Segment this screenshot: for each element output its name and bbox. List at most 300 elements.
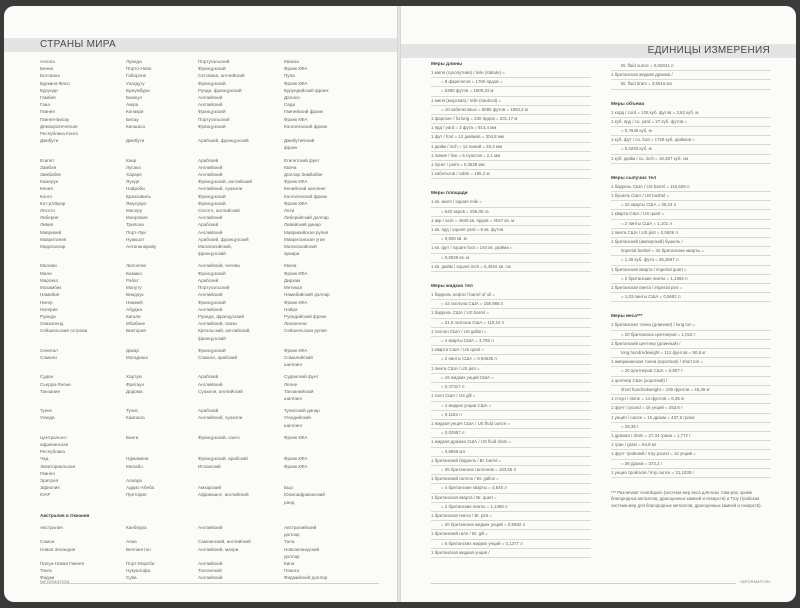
currency-name: Доллар Зимбабве (284, 172, 323, 178)
currency-name: Конголезский франк (284, 123, 328, 129)
capital-name: Порт-Морсби (126, 561, 155, 566)
language-name (198, 130, 284, 137)
units-line: = 5280 футов = 1609,34 м (431, 87, 591, 96)
language-name: Французский (198, 270, 226, 276)
capital-name (126, 531, 198, 538)
units-line: = 0,0283 куб. м (611, 145, 771, 154)
country-name: Эфиопия (40, 485, 60, 491)
language-name (198, 470, 284, 477)
capital-name: Нукуалофа (126, 568, 151, 574)
language-name: Французский (198, 123, 226, 129)
units-line: Br. fluid ounce = 0,02841 л (611, 62, 771, 71)
units-block (431, 62, 591, 179)
currency-name: доллар (284, 553, 300, 559)
units-line: = 1,28 куб. фута = 36,3687 л (611, 256, 771, 265)
capital-name: Асмэра (126, 477, 142, 483)
language-name: Португальский (198, 59, 230, 64)
country-row (40, 193, 380, 200)
currency-name (284, 130, 380, 137)
capital-name: Ямусукро (126, 200, 147, 206)
capital-name (126, 130, 198, 137)
country-row (40, 58, 380, 65)
units-line: 1 пинта США / US pint = 0,5506 л (611, 229, 771, 238)
capital-name: Виктория (126, 328, 146, 334)
units-line: 1 корд / cord = 128 куб. футов = 3,62 куб. м (611, 109, 771, 118)
currency-name: Кванза (284, 59, 299, 64)
units-line: = 4 жидких унции США = (431, 402, 591, 411)
language-name: Руанда, французский (198, 313, 245, 319)
currency-name: Найра (284, 306, 298, 312)
units-line: 1 куб. ярд / cu. yard = 27 куб. футов = (611, 118, 771, 127)
units-line: 1 дюйм / inch = 12 линий = 25,4 мм (431, 143, 591, 152)
units-line: 1 куб. фут / cu. foot = 1728 куб. дюймов = (611, 136, 771, 145)
capital-name (126, 499, 198, 506)
units-line: = 42 галлона США = 158,988 л (431, 300, 591, 309)
country-name: Гвинея (40, 109, 55, 115)
units-line: = 20 центнеров США = 0,907 т (611, 367, 771, 376)
language-name: Арабский (198, 277, 219, 283)
units-line: = 16 жидких унций США = (431, 374, 591, 383)
units-line: = 0,836 кв. м (431, 235, 591, 244)
language-name: Английский (198, 381, 223, 387)
units-line: 1 фут / foot = 12 дюймов = 304,8 мм (431, 133, 591, 142)
language-name: Французский, английский (198, 179, 253, 185)
language-name: Английский (198, 172, 223, 178)
units-block (431, 191, 591, 272)
units-line: 1 кабельтов / cable = 185,2 м (431, 170, 591, 179)
country-name: Гвинея (40, 470, 55, 476)
country-row (40, 284, 380, 291)
capital-name: Мбабане (126, 321, 146, 327)
language-name: Рунди, французский (198, 87, 242, 93)
units-line: 1 кварта США / US quart = (431, 346, 591, 355)
language-name (198, 448, 284, 455)
country-name (40, 361, 126, 368)
language-name: Арабский, французский (198, 236, 249, 242)
country-name: Сенегал (40, 347, 58, 353)
units-line: 1 куб. дюйм / cu. inch = 16,387 куб. см (611, 155, 771, 164)
currency-name: Танзанийский (284, 388, 314, 394)
language-name: Французский (198, 66, 226, 72)
units-line: long hundredweight = 112 фунтов = 50,8 кг (611, 349, 771, 358)
country-name: Экваториальная (40, 463, 76, 469)
country-name: Сомали (40, 354, 57, 360)
country-name: Центрально- (40, 434, 68, 440)
capital-name: Лилонгве (126, 263, 147, 269)
country-name: африканская (40, 441, 69, 447)
units-line: 1 бушель США / US bushel = (611, 192, 771, 201)
currency-name: Франк КФА (284, 299, 308, 305)
units-line: 1 унция тройская / troy ounce = 31,1035 г (611, 469, 771, 478)
currency-name: Бурундийский франк (284, 87, 329, 93)
currency-name: ариари (284, 251, 300, 257)
language-name: Английский (198, 575, 223, 581)
country-row (40, 560, 380, 567)
currency-name: Дирхам (284, 277, 301, 283)
country-row (40, 414, 380, 421)
language-name: Английский, чичева (198, 263, 240, 269)
currency-name: Франк КФА (284, 463, 308, 469)
footer-rule (431, 583, 736, 584)
units-column-1 (431, 62, 591, 570)
currency-name: Быр (284, 485, 293, 491)
currency-name: шиллинг (284, 395, 303, 401)
capital-name: Бамако (126, 270, 142, 276)
country-name: Папуа-Новая Гвинея (40, 561, 85, 566)
country-row (40, 484, 380, 491)
language-name (198, 512, 284, 519)
currency-name: шиллинг (284, 362, 303, 368)
country-name: Самоа (40, 539, 55, 545)
country-row (40, 499, 380, 506)
capital-name (126, 144, 198, 151)
country-name (40, 335, 126, 342)
capital-name: Габороне (126, 73, 147, 79)
language-name: Английский (198, 164, 223, 170)
country-row (40, 144, 380, 151)
country-row (40, 101, 380, 108)
units-line: = 2 британские пинты = 1,1365 л (611, 275, 771, 284)
units-line: short hundredweight = 100 фунтов = 45,36 кг (611, 386, 771, 395)
units-block (611, 314, 771, 477)
units-line: 1 пункт / point = 0,3528 мм (431, 161, 591, 170)
language-name: Английский, суахили (198, 186, 243, 192)
country-row (40, 185, 380, 192)
country-row (40, 491, 380, 498)
units-line: = 8 фарлонгов = 1760 ярдов = (431, 78, 591, 87)
currency-name: Седи (284, 102, 296, 108)
country-name (40, 531, 126, 538)
units-block-title: Меры жидких тел (431, 284, 473, 290)
country-row (40, 236, 380, 243)
units-line: = 31,5 галлона США = 119,24 л (431, 319, 591, 328)
country-row (40, 243, 380, 250)
language-name: Английский (198, 229, 223, 235)
currency-name: Кенийский шиллинг (284, 186, 327, 192)
country-row (40, 512, 380, 519)
language-name: Французский (198, 299, 226, 305)
capital-name: Банжул (126, 95, 143, 101)
country-row (40, 567, 380, 574)
country-row (40, 422, 380, 429)
language-name (198, 395, 284, 402)
units-line: 1 линия / line = 6 пунктов = 2,1 мм (431, 152, 591, 161)
country-name: Демократическая (40, 123, 78, 129)
capital-name: Браззавиль (126, 193, 151, 199)
currency-name: Австралийский (284, 524, 317, 530)
units-line: 1 британская пинта / imperial pint = (611, 284, 771, 293)
currency-name: Франк КФА (284, 270, 308, 276)
country-row (40, 299, 380, 306)
units-line: 1 баррель США / US barrel = 115,628 л (611, 183, 771, 192)
currency-name: Конголезский франк (284, 193, 328, 199)
country-row (40, 448, 380, 455)
capital-name: Триполи (126, 222, 144, 228)
capital-name: Додома (126, 388, 143, 394)
language-name (198, 499, 284, 506)
currency-name: Франк КФА (284, 179, 308, 185)
capital-name (126, 441, 198, 448)
language-name: французский (198, 251, 226, 257)
language-name: Сесото, английский (198, 208, 240, 214)
capital-name (126, 395, 198, 402)
language-name: Французский (198, 193, 226, 199)
capital-name: Сува (126, 575, 137, 581)
country-row (40, 470, 380, 477)
country-name: Мали (40, 270, 52, 276)
units-line: 1 британский галлон / Br. gallon = (431, 475, 591, 484)
country-row (40, 463, 380, 470)
language-name (198, 144, 284, 151)
units-line: 1 драхма / dram = 27,34 грана = 1,772 г (611, 432, 771, 441)
country-name: Ботсвана (40, 73, 60, 79)
language-name: французский (198, 335, 226, 341)
units-line: = 20 британских центнеров = 1,016 т (611, 331, 771, 340)
country-name: Конго (40, 193, 52, 199)
currency-name: Сейшельская рупия (284, 328, 327, 334)
units-line: 1 миля (морская) / mile (nautical) = (431, 97, 591, 106)
country-name: Гамбия (40, 95, 56, 101)
country-row (40, 250, 380, 257)
capital-name: Найроби (126, 186, 145, 192)
capital-name (126, 512, 198, 519)
capital-name: Порто-Ново (126, 66, 152, 72)
capital-name: Тунис (126, 408, 139, 414)
country-name: Лесото (40, 208, 55, 214)
capital-name: Джибути (126, 138, 145, 144)
units-line: = 0,0929 кв. м (431, 254, 591, 263)
currency-name: Квача (284, 263, 297, 269)
footer-label: INFORMATION (740, 580, 770, 584)
units-block-title: Меры длины (431, 62, 463, 67)
currency-name: Лоти (284, 208, 295, 214)
country-name: Зимбабве (40, 172, 62, 178)
country-row (40, 207, 380, 214)
units-block-title: Меры площади (431, 191, 468, 197)
country-name: Буркина-Фасо (40, 80, 70, 86)
capital-name (126, 553, 198, 560)
country-row (40, 320, 380, 327)
country-name: Намибия (40, 292, 60, 298)
capital-name: Виндхук (126, 292, 144, 298)
units-line: = 2 пинты США = 0,94635 л (431, 355, 591, 364)
country-name (40, 553, 126, 560)
footer-label: INFORMATION (40, 580, 70, 584)
country-name: Тонга (40, 568, 52, 574)
capital-name: Банги (126, 434, 139, 440)
country-row (40, 381, 380, 388)
country-row (40, 262, 380, 269)
currency-name: Сомалийский (284, 354, 313, 360)
currency-name: Маврикийская рупия (284, 229, 329, 235)
country-row (40, 361, 380, 368)
capital-name: Апиа (126, 539, 137, 545)
units-line: 1 британский центнер (длинный) / (611, 340, 771, 349)
units-line: 1 американская тонна (короткая) / short ton = (611, 358, 771, 367)
country-name (40, 144, 126, 151)
country-row (40, 434, 380, 441)
capital-name: Хартум (126, 374, 142, 380)
country-name: Ангола (40, 59, 55, 64)
units-line: 1 кв. дюйм / square inch = 6,4516 кв. см (431, 263, 591, 272)
units-block (611, 102, 771, 164)
capital-name: Претория (126, 492, 147, 498)
currency-name: франк (284, 145, 298, 151)
capital-name: Дакар (126, 347, 139, 353)
country-name: Сейшельские острова (40, 328, 88, 334)
currency-name: Франк КФА (284, 347, 308, 353)
country-row (40, 327, 380, 334)
country-name: Марокко (40, 277, 59, 283)
units-line: 1 центнер США (короткий) / (611, 377, 771, 386)
currency-name: Франк КФА (284, 80, 308, 86)
currency-name: Руандийский франк (284, 313, 327, 319)
capital-name (126, 470, 198, 477)
currency-name (284, 512, 380, 519)
capital-name (126, 448, 198, 455)
units-line: 1 кварта США / US quart = (611, 210, 771, 219)
country-row (40, 214, 380, 221)
units-block-title: Меры сыпучих тел (611, 175, 657, 181)
language-name: Французский (198, 200, 226, 206)
currency-name (284, 477, 380, 484)
units-line: = 2 британские пинты = 1,1365 л (431, 503, 591, 512)
currency-name: Либерийский доллар (284, 215, 329, 221)
country-row (40, 130, 380, 137)
country-row (40, 221, 380, 228)
currency-name: Тунисский динар (284, 408, 320, 414)
units-line: = 20 британских жидких унций = 0,5682 л (431, 521, 591, 530)
language-name: Английский, суахили (198, 415, 243, 421)
units-line: = 5 британских жидких унций = 0,1377 л (431, 540, 591, 549)
language-name: Африкаанс, английский (198, 492, 249, 498)
currency-name: Гвинейский франк (284, 109, 324, 115)
units-line: 1 британский гилл / Br. gill = (431, 530, 591, 539)
currency-name: Даласи (284, 95, 300, 101)
units-line: 1 пинта США / US pint = (431, 365, 591, 374)
capital-name: Кампала (126, 415, 145, 421)
units-line: 1 гилл США / US gill = (431, 392, 591, 401)
currency-name: Лилангени (284, 321, 307, 327)
language-name: Малагасийский, (198, 244, 232, 250)
currency-name: ранд (284, 499, 295, 505)
currency-name (284, 448, 380, 455)
country-row (40, 524, 380, 531)
capital-name: Яунде (126, 179, 140, 185)
capital-name: Масеру (126, 208, 143, 214)
country-row (40, 171, 380, 178)
country-name: Республика Конго (40, 131, 79, 137)
country-name: Камерун (40, 179, 59, 185)
language-name (198, 422, 284, 429)
units-block-title: Меры веса*** (611, 314, 643, 320)
language-name: Суахили, английский (198, 388, 243, 394)
country-name: Уганда (40, 415, 55, 421)
country-name: Кот-д'Ивуар (40, 200, 66, 206)
country-row (40, 164, 380, 171)
country-name: Свазиленд (40, 321, 64, 327)
capital-name: Канберра (126, 524, 147, 530)
country-name: Танзания (40, 388, 60, 394)
language-name: Английский, маори (198, 546, 239, 552)
units-line: imperial bushel = 32 британские кварты = (611, 247, 771, 256)
country-row (40, 531, 380, 538)
capital-name: Бисау (126, 116, 139, 122)
country-name: Фиджи (40, 575, 55, 581)
country-row (40, 72, 380, 79)
currency-name: Паанга (284, 568, 300, 574)
currency-name: Ливийский динар (284, 222, 321, 228)
units-line: 1 британская пинта / Br. pint = (431, 512, 591, 521)
language-name: Сетсвана, английский (198, 73, 245, 79)
currency-name: Фиджийский доллар (284, 575, 328, 581)
left-page (4, 6, 397, 602)
country-row (40, 123, 380, 130)
language-name: Французский (198, 109, 226, 115)
capital-name: Нджамена (126, 456, 149, 462)
language-name: Португальский (198, 285, 230, 291)
country-row (40, 277, 380, 284)
capital-name: Аккра (126, 102, 139, 108)
capital-name: Лусака (126, 164, 141, 170)
capital-name: Рабат (126, 277, 139, 283)
currency-name: Новозеландский (284, 546, 320, 552)
capital-name: Антананариву (126, 244, 157, 250)
units-line: = 4 британские кварты = 4,546 л (431, 484, 591, 493)
capital-name: Кигали (126, 313, 141, 319)
capital-name: Монровия (126, 215, 148, 221)
capital-name: Мапуту (126, 285, 142, 291)
units-line: = 36 британских галлонов = 163,65 л (431, 466, 591, 475)
language-name: Тонганский (198, 568, 222, 574)
units-line: 1 фунт тройский / troy pound = 12 унций = (611, 450, 771, 459)
language-name: Английский (198, 292, 223, 298)
units-line: = 640 акров = 259,00 га (431, 208, 591, 217)
capital-name: Порт-Луи (126, 229, 146, 235)
country-name: Ливия (40, 222, 54, 228)
country-name: Гана (40, 102, 50, 108)
country-name: Кения (40, 186, 53, 192)
units-line: 1 жидкая драхма США / US fluid dram = (431, 438, 591, 447)
country-name: Замбия (40, 164, 57, 170)
units-line: 1 ярд / yard = 3 фута = 914,4 мм (431, 124, 591, 133)
language-name: Сомали, арабский (198, 354, 238, 360)
country-name: Малави (40, 263, 57, 269)
currency-name: Джибутийский (284, 138, 315, 144)
units-line: 1 британская тонна (длинная) / long ton = (611, 321, 771, 330)
country-name: Республика (40, 449, 65, 455)
currency-name: Франк КФА (284, 116, 308, 122)
capital-name: Фритаун (126, 381, 145, 387)
language-name (198, 477, 284, 484)
currency-name: Угандийский (284, 415, 311, 421)
country-name: Австралия и Океания (40, 512, 90, 518)
country-row (40, 441, 380, 448)
right-page (401, 6, 796, 602)
country-name: Тунис (40, 408, 53, 414)
country-row (40, 373, 380, 380)
country-row (40, 178, 380, 185)
language-name: Английский (198, 306, 223, 312)
capital-name: Хараре (126, 172, 142, 178)
language-name: Арабский (198, 408, 219, 414)
country-row (40, 388, 380, 395)
language-name: Английский, свази (198, 321, 237, 327)
currency-name: Франк КФА (284, 66, 308, 72)
language-name: Французский (198, 80, 226, 86)
units-line: = 2 пинты США = 1,101 л (611, 220, 771, 229)
capital-name: Каир (126, 157, 137, 163)
